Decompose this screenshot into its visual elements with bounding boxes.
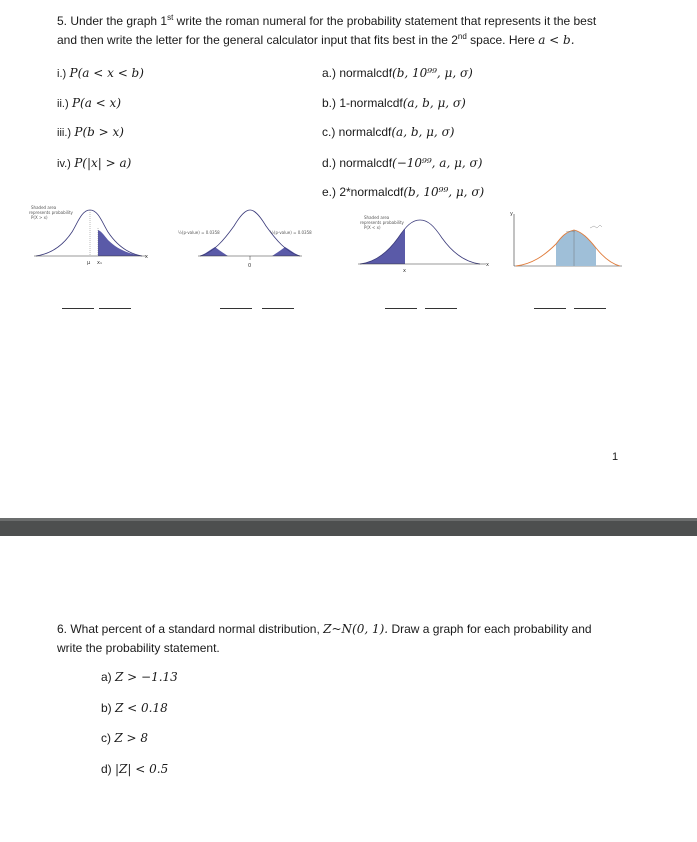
statement-iv: iv.) P(|x| > a) — [57, 156, 132, 170]
graph-1 — [29, 205, 148, 266]
part-c: c) Z > 8 — [101, 731, 148, 745]
blank-graph-3-roman[interactable] — [385, 308, 417, 309]
answer-blanks — [0, 300, 697, 312]
graph-1-shaded-area — [98, 230, 142, 256]
input-d: d.) normalcdf(−10⁹⁹, a, μ, σ) — [322, 156, 483, 170]
page-2 — [0, 536, 697, 842]
graph-3-x-label: x — [403, 268, 406, 274]
graph-2-zero-label: 0 — [248, 263, 252, 269]
graph-4-shaded-area — [556, 230, 596, 266]
part-b: b) Z < 0.18 — [101, 701, 168, 715]
question-6-line-2: write the probability statement. — [57, 641, 220, 655]
page-divider-edge — [0, 518, 697, 521]
blank-graph-2-roman[interactable] — [220, 308, 252, 309]
statement-i: i.) P(a < x < b) — [57, 66, 144, 80]
graph-4-y-label: y — [510, 211, 513, 217]
graph-3-axis-label: x — [486, 262, 489, 268]
graph-1-x1-label: x₁ — [97, 260, 102, 266]
blank-graph-1-roman[interactable] — [62, 308, 94, 309]
graph-3-note-line-1: Shaded area — [364, 215, 390, 220]
graph-1-curve — [36, 210, 142, 256]
input-b: b.) 1-normalcdf(a, b, μ, σ) — [322, 96, 466, 110]
blank-graph-1-letter[interactable] — [99, 308, 131, 309]
graph-4-annotation-squiggle — [590, 225, 602, 228]
graph-1-mu-label: μ — [87, 260, 91, 266]
graph-2-right-label: ½(p-value) = 0.0358 — [270, 230, 312, 235]
question-6-line-1: 6. What percent of a standard normal distribution, Z~N(0, 1). Draw a graph for each probability and — [57, 622, 592, 636]
blank-graph-3-letter[interactable] — [425, 308, 457, 309]
graph-3-note-line-3: P(X < x) — [364, 225, 381, 230]
page-number: 1 — [612, 451, 619, 463]
question-5-line-1: 5. Under the graph 1st write the roman numeral for the probability statement that represents it the best — [57, 13, 597, 28]
question-5-line-2: and then write the letter for the general calculator input that fits best in the 2nd space. Here a < b. — [57, 32, 575, 47]
input-c: c.) normalcdf(a, b, μ, σ) — [322, 125, 455, 139]
graph-1-x-label: x — [145, 254, 148, 260]
blank-graph-4-letter[interactable] — [574, 308, 606, 309]
graph-2-left-label: ½(p-value) = 0.0358 — [178, 230, 220, 235]
blank-graph-4-roman[interactable] — [534, 308, 566, 309]
blank-graph-2-letter[interactable] — [262, 308, 294, 309]
graph-3 — [358, 215, 489, 274]
distribution-graphs — [0, 200, 697, 280]
graph-4 — [510, 211, 622, 266]
graph-1-note-line-1: Shaded area — [31, 205, 57, 210]
input-a: a.) normalcdf(b, 10⁹⁹, μ, σ) — [322, 66, 473, 80]
graph-3-shaded-area — [360, 229, 405, 264]
graph-2 — [178, 210, 312, 269]
graph-1-note-line-2: represents probability — [29, 210, 73, 215]
part-d: d) |Z| < 0.5 — [101, 762, 169, 776]
input-e: e.) 2*normalcdf(b, 10⁹⁹, μ, σ) — [322, 185, 485, 199]
part-a: a) Z > −1.13 — [101, 670, 178, 684]
statement-iii: iii.) P(b > x) — [57, 125, 124, 139]
graph-3-note-line-2: represents probability — [360, 220, 404, 225]
statement-ii: ii.) P(a < x) — [57, 96, 121, 110]
graph-1-note-line-3: P(X > x) — [31, 215, 48, 220]
question-6-prompt — [57, 620, 657, 658]
question-5-prompt — [57, 12, 657, 50]
